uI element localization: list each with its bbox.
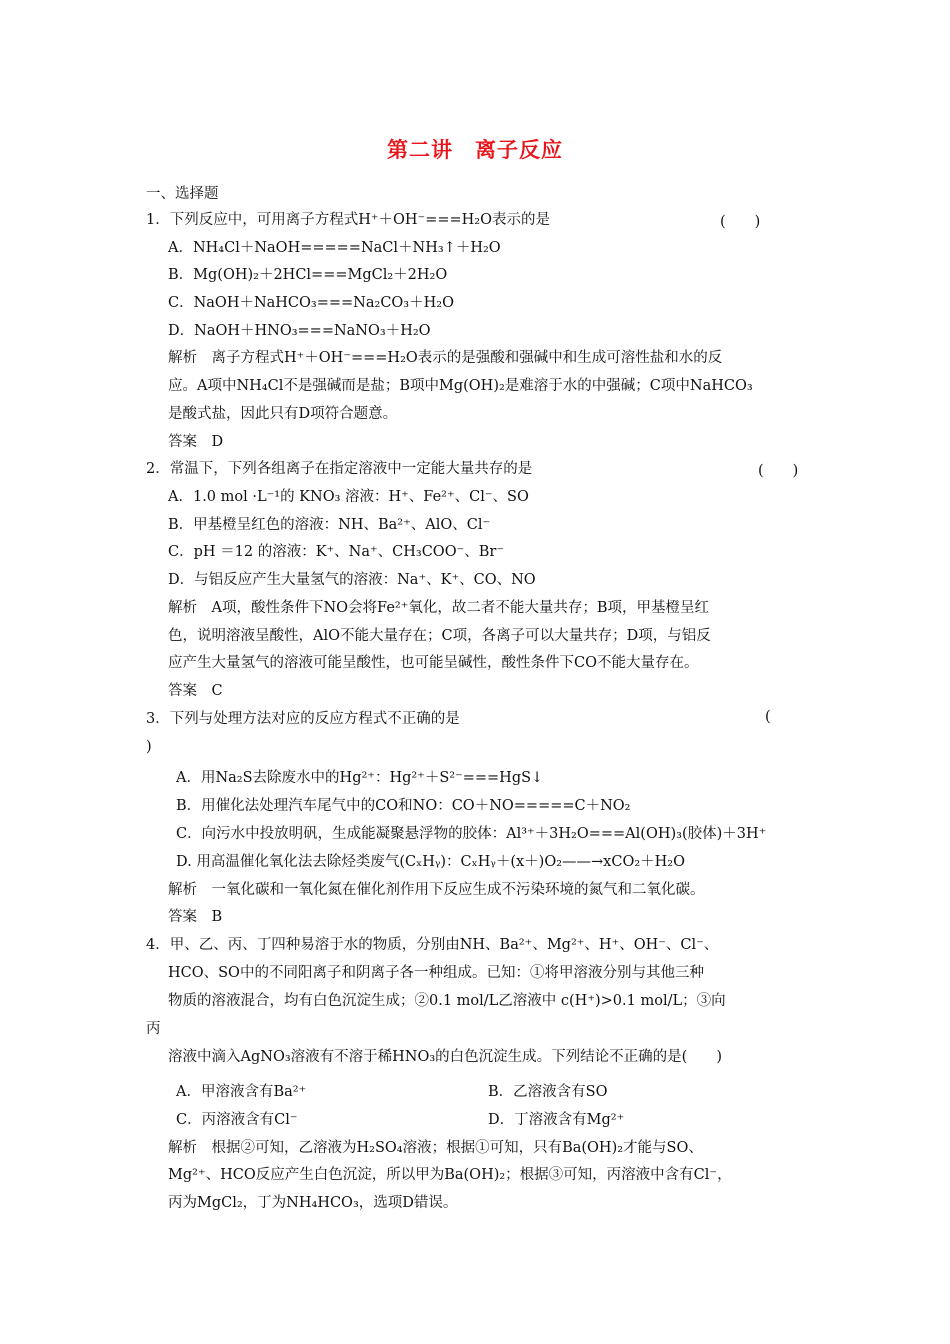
q1-option-d: D．NaOH＋HNO₃===NaNO₃＋H₂O — [168, 323, 431, 339]
section-heading: 一、选择题 — [146, 186, 219, 202]
q1-analysis-line: 解析 离子方程式H⁺＋OH⁻===H₂O表示的是强酸和强碱中和生成可溶性盐和水的反 — [168, 350, 723, 366]
q2-stem: 2．常温下，下列各组离子在指定溶液中一定能大量共存的是 — [146, 461, 533, 477]
q2-answer: 答案 C — [168, 683, 223, 699]
q3-option-c: C．向污水中投放明矾，生成能凝聚悬浮物的胶体：Al³⁺＋3H₂O===Al(OH)₃(胶体)＋3H⁺ — [176, 826, 767, 842]
q3-option-b: B．用催化法处理汽车尾气中的CO和NO：CO＋NO=====C＋NO₂ — [176, 798, 631, 814]
q1-analysis-line: 是酸式盐，因此只有D项符合题意。 — [168, 406, 398, 422]
q3-answer: 答案 B — [168, 909, 223, 925]
q1-answer: 答案 D — [168, 434, 224, 450]
q4-stem-line: HCO、SO中的不同阳离子和阴离子各一种组成。已知：①将甲溶液分别与其他三种 — [168, 965, 704, 981]
q4-stem-line: 溶液中滴入AgNO₃溶液有不溶于稀HNO₃的白色沉淀生成。下列结论不正确的是( ) — [168, 1049, 722, 1065]
q1-option-a: A．NH₄Cl＋NaOH=====NaCl＋NH₃↑＋H₂O — [168, 240, 501, 256]
q4-option-c: C．丙溶液含有Cl⁻ — [176, 1112, 298, 1128]
q2-analysis-line: 解析 A项，酸性条件下NO会将Fe²⁺氧化，故二者不能大量共存；B项，甲基橙呈红 — [168, 600, 710, 616]
q4-analysis-line: Mg²⁺、HCO反应产生白色沉淀，所以甲为Ba(OH)₂；根据③可知，丙溶液中含有Cl⁻， — [168, 1167, 732, 1183]
q1-stem: 1．下列反应中，可用离子方程式H⁺＋OH⁻===H₂O表示的是 — [146, 212, 551, 228]
q3-paren-open: ( — [765, 709, 771, 725]
q4-analysis-line: 丙为MgCl₂，丁为NH₄HCO₃，选项D错误。 — [168, 1195, 458, 1211]
q1-analysis-line: 应。A项中NH₄Cl不是强碱而是盐；B项中Mg(OH)₂是难溶于水的中强碱；C项中NaHCO₃ — [168, 378, 753, 394]
q1-answer-paren: ( ) — [720, 214, 761, 230]
q3-paren-close: ) — [146, 739, 152, 755]
q2-analysis-line: 应产生大量氢气的溶液可能呈酸性，也可能呈碱性，酸性条件下CO不能大量存在。 — [168, 655, 699, 671]
q4-option-a: A．甲溶液含有Ba²⁺ — [176, 1084, 307, 1100]
page-title: 第二讲 离子反应 — [387, 138, 563, 162]
q4-option-b: B．乙溶液含有SO — [488, 1084, 608, 1100]
q2-option-c: C．pH ＝12 的溶液：K⁺、Na⁺、CH₃COO⁻、Br⁻ — [168, 544, 504, 560]
q3-analysis: 解析 一氧化碳和一氧化氮在催化剂作用下反应生成不污染环境的氮气和二氧化碳。 — [168, 882, 705, 898]
q2-option-b: B．甲基橙呈红色的溶液：NH、Ba²⁺、AlO、Cl⁻ — [168, 517, 491, 533]
q4-stem-line: 4．甲、乙、丙、丁四种易溶于水的物质，分别由NH、Ba²⁺、Mg²⁺、H⁺、OH⁻、Cl⁻、 — [146, 937, 719, 953]
q1-option-b: B．Mg(OH)₂＋2HCl===MgCl₂＋2H₂O — [168, 267, 448, 283]
q3-option-a: A．用Na₂S去除废水中的Hg²⁺：Hg²⁺＋S²⁻===HgS↓ — [176, 770, 544, 786]
q3-stem: 3．下列与处理方法对应的反应方程式不正确的是 — [146, 711, 460, 727]
q1-option-c: C．NaOH＋NaHCO₃===Na₂CO₃＋H₂O — [168, 295, 454, 311]
q2-option-a: A．1.0 mol ·L⁻¹的 KNO₃ 溶液：H⁺、Fe²⁺、Cl⁻、SO — [168, 489, 529, 505]
q4-analysis-line: 解析 根据②可知，乙溶液为H₂SO₄溶液；根据①可知，只有Ba(OH)₂才能与SO、 — [168, 1140, 703, 1156]
q2-answer-paren: ( ) — [758, 463, 799, 479]
q3-option-d: D. 用高温催化氧化法去除烃类废气(CₓHᵧ)：CₓHᵧ＋(x＋)O₂——→xCO₂＋H₂O — [176, 854, 685, 870]
q4-option-d: D．丁溶液含有Mg²⁺ — [488, 1112, 625, 1128]
q2-option-d: D．与铝反应产生大量氢气的溶液：Na⁺、K⁺、CO、NO — [168, 572, 536, 588]
q4-stem-line: 物质的溶液混合，均有白色沉淀生成；②0.1 mol/L乙溶液中 c(H⁺)>0.1 mol/L；③向 — [168, 993, 726, 1009]
q2-analysis-line: 色，说明溶液呈酸性，AlO不能大量存在；C项，各离子可以大量共存；D项，与铝反 — [168, 628, 711, 644]
q4-stem-line: 丙 — [146, 1021, 161, 1037]
